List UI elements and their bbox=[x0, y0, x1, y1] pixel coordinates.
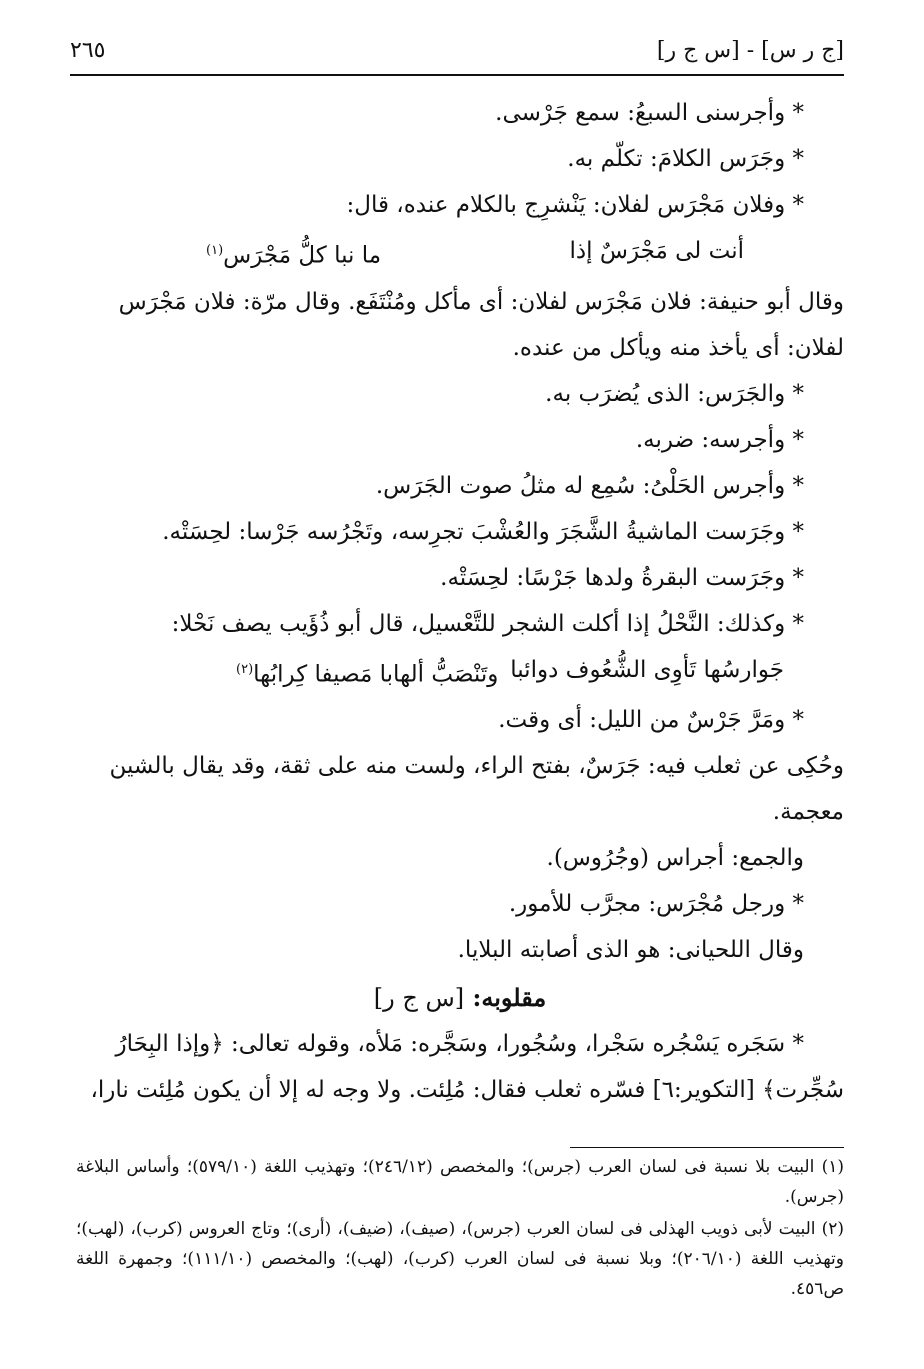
text-line: وقال أبو حنيفة: فلان مَجْرَس لفلان: أى مأكل ومُنْتَفَع. وقال مرّة: فلان مَجْرَس bbox=[118, 288, 844, 315]
text-line: * ومَرَّ جَرْسٌ من الليل: أى وقت. bbox=[498, 707, 804, 734]
footnote-1 bbox=[76, 1152, 844, 1212]
text-line: والجمع: أجراس (وجُرُوس). bbox=[546, 845, 804, 872]
section-title: [ج ر س] - [س ج ر] bbox=[656, 37, 844, 63]
text-line: * وأجرسه: ضربه. bbox=[635, 426, 804, 453]
text-line: * وجَرَست البقرةُ ولدها جَرْسًا: لحِسَتْه. bbox=[440, 564, 804, 591]
text-line: * وأجرس الحَلْىُ: سُمِع له مثلُ صوت الجَرَس. bbox=[375, 472, 804, 499]
verse-2-text: وتَنْصَبُّ ألهابا مَصيفا كِرابُها bbox=[253, 661, 499, 688]
footnote-2 bbox=[76, 1214, 844, 1304]
footnote-ref-1: (١) bbox=[206, 243, 224, 258]
text-line: سُجِّرت﴾ [التكوير:٦] فسّره ثعلب فقال: مُلِئت. ولا وجه له إلا أن يكون مُلِئت نارا، bbox=[90, 1077, 844, 1104]
verse-1-first-hemistich: أنت لى مَجْرَسٌ إذا bbox=[569, 238, 744, 264]
text-line: وقال اللحيانى: هو الذى أصابته البلايا. bbox=[457, 937, 804, 964]
heading-word: مقلوبه: bbox=[472, 983, 547, 1013]
page-header bbox=[70, 30, 844, 76]
text-line: * وكذلك: النَّحْلُ إذا أكلت الشجر للتَّعْسيل، قال أبو ذُؤَيب يصف نَحْلا: bbox=[171, 610, 804, 637]
verse-1-second-hemistich bbox=[206, 228, 381, 279]
verse-2-first-hemistich: جَوارسُها تَأوِى الشُّعُوف دوائبا bbox=[510, 656, 784, 683]
verse-2 bbox=[76, 647, 844, 698]
footnotes bbox=[76, 1152, 844, 1306]
footnote-ref-2: (٢) bbox=[236, 661, 254, 677]
section-heading bbox=[76, 975, 844, 1021]
text-line: معجمة. bbox=[772, 799, 844, 826]
text-line: * ورجل مُجْرَس: مجرَّب للأمور. bbox=[508, 891, 804, 918]
footnote-number: (٢) bbox=[821, 1219, 844, 1239]
text-line: * سَجَره يَسْجُره سَجْرا، وسُجُورا، وسَجَّره: مَلأه، وقوله تعالى: ﴿وإذا البِحَارُ bbox=[115, 1031, 804, 1058]
text-line: * وفلان مَجْرَس لفلان: يَنْشرِج بالكلام عنده، قال: bbox=[346, 192, 804, 218]
text-line: * وجَرَس الكلامَ: تكلّم به. bbox=[567, 146, 804, 172]
verse-1 bbox=[76, 228, 844, 279]
text-line: * وأجرسنى السبعُ: سمع جَرْسى. bbox=[495, 100, 804, 126]
verse-2-second-hemistich bbox=[236, 647, 498, 698]
footnote-text: البيت بلا نسبة فى لسان العرب (جرس)؛ والمخصص (٢٤٦/١٢)؛ وتهذيب اللغة (٥٧٩/١٠)؛ وأساس البلاغة (جرس). bbox=[76, 1157, 844, 1207]
footnote-text: البيت لأبى ذويب الهذلى فى لسان العرب (جرس)، (صيف)، (ضيف)، (أرى)؛ وتاج العروس (كرب)، (لهب)؛ وتهذيب اللغة (٢٠٦/١٠)؛ وبلا نسبة فى لسان العرب (كرب)، (لهب)؛ والمخصص (١١١/١٠)؛ وجمهرة اللغة ص٤٥٦. bbox=[76, 1219, 844, 1299]
footnote-divider bbox=[570, 1147, 844, 1148]
main-text bbox=[76, 90, 844, 1113]
text-line: * وجَرَست الماشيةُ الشَّجَرَ والعُشْبَ تجرِسه، وتَجْرُسه جَرْسا: لحِسَتْه. bbox=[162, 518, 804, 545]
page-number: ٢٦٥ bbox=[70, 37, 106, 63]
verse-1-text: ما نبا كلُّ مَجْرَس bbox=[223, 242, 382, 269]
text-line: * والجَرَس: الذى يُضرَب به. bbox=[545, 380, 804, 407]
heading-root: [س ج ر] bbox=[373, 984, 465, 1013]
text-line: وحُكِى عن ثعلب فيه: جَرَسٌ، بفتح الراء، ولست منه على ثقة، وقد يقال بالشين bbox=[109, 753, 844, 780]
text-line: لفلان: أى يأخذ منه ويأكل من عنده. bbox=[512, 334, 844, 361]
footnote-number: (١) bbox=[821, 1157, 844, 1177]
